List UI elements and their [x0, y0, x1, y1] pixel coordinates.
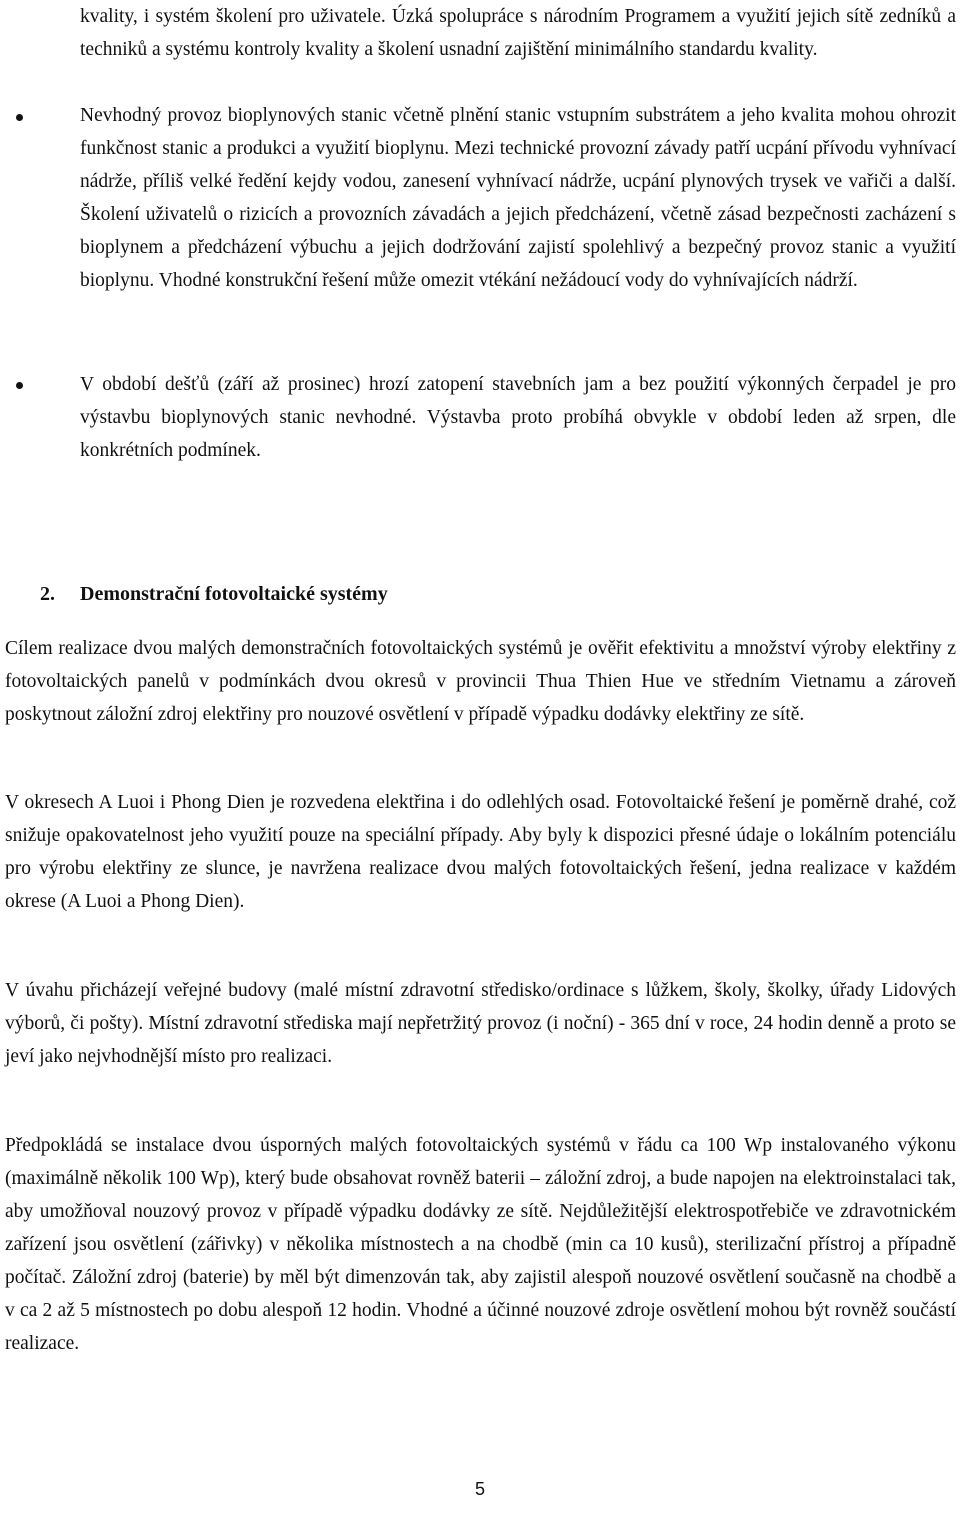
- bullet-marker: [16, 114, 23, 121]
- paragraph-4: [5, 1129, 956, 1360]
- paragraph-text: Cílem realizace dvou malých demonstračních fotovoltaických systémů je ověřit efektivitu a množství výroby elektřiny z fotovoltaických panelů v podmínkách dvou okresů v provincii Thua Thien Hue ve středním Vietnamu a zároveň poskytnout záložní zdroj elektřiny pro nouzové osvětlení v případě výpadku dodávky elektřiny ze sítě.: [5, 638, 956, 725]
- bullet-item-text: kvality, i systém školení pro uživatele. Úzká spolupráce s národním Programem a využití jejich sítě zedníků a techniků a systému kontroly kvality a školení usnadní zajištění minimálního standardu kvality.: [80, 6, 956, 60]
- section-number: 2.: [40, 583, 55, 605]
- paragraph-text: V úvahu přicházejí veřejné budovy (malé místní zdravotní středisko/ordinace s lůžkem, školy, školky, úřady Lidových výborů, či pošty). Místní zdravotní střediska mají nepřetržitý provoz (i noční) - 365 dní v roce, 24 hodin denně a proto se jeví jako nejvhodnější místo pro realizaci.: [5, 980, 956, 1067]
- paragraph-3: [5, 974, 956, 1073]
- paragraph-1: [5, 632, 956, 731]
- bullet-item-text: Nevhodný provoz bioplynových stanic včetně plnění stanic vstupním substrátem a jeho kvalita mohou ohrozit funkčnost stanic a produkci a využití bioplynu. Mezi technické provozní závady patří ucpání přívodu vyhnívací nádrže, příliš velké ředění kejdy vodou, zanesení vyhnívací nádrže, ucpání plynových trysek ve vařiči a další. Školení uživatelů o rizicích a provozních závadách a jejich předcházení, včetně zásad bezpečnosti zacházení s bioplynem a předcházení výbuchu a jejich dodržování zajistí spolehlivý a bezpečný provoz stanic a využití bioplynu. Vhodné konstrukční řešení může omezit vtékání nežádoucí vody do vyhnívajících nádrží.: [80, 105, 956, 291]
- paragraph-text: Předpokládá se instalace dvou úsporných malých fotovoltaických systémů v řádu ca 100 Wp instalovaného výkonu (maximálně několik 100 Wp), který bude obsahovat rovněž baterii – záložní zdroj, a bude napojen na elektroinstalaci tak, aby umožňoval nouzový provoz v případě výpadku dodávky ze sítě. Nejdůležitější elektrospotřebiče ve zdravotnickém zařízení jsou osvětlení (zářivky) v několika místnostech a na chodbě (min ca 10 kusů), sterilizační přístroj a případně počítač. Záložní zdroj (baterie) by měl být dimenzován tak, aby zajistil alespoň nouzové osvětlení současně na chodbě a v ca 2 až 5 místnostech po dobu alespoň 12 hodin. Vhodné a účinné nouzové zdroje osvětlení mohou být rovněž součástí realizace.: [5, 1135, 956, 1354]
- paragraph-text: V okresech A Luoi i Phong Dien je rozvedena elektřina i do odlehlých osad. Fotovoltaické řešení je poměrně drahé, což snižuje opakovatelnost jeho využití pouze na speciální případy. Aby byly k dispozici přesné údaje o lokálním potenciálu pro výrobu elektřiny ze slunce, je navržena realizace dvou malých fotovoltaických řešení, jedna realizace v každém okrese (A Luoi a Phong Dien).: [5, 792, 956, 912]
- paragraph-2: [5, 786, 956, 918]
- bullet-item-text: V období dešťů (září až prosinec) hrozí zatopení stavebních jam a bez použití výkonných čerpadel je pro výstavbu bioplynových stanic nevhodné. Výstavba proto probíhá obvykle v období leden až srpen, dle konkrétních podmínek.: [80, 374, 956, 461]
- section-title: Demonstrační fotovoltaické systémy: [80, 583, 388, 605]
- page-number: 5: [474, 1479, 485, 1499]
- section-heading: [40, 578, 388, 611]
- bullet-marker: [16, 382, 23, 389]
- bullet-item-2: [80, 99, 956, 297]
- bullet-item-1: [80, 0, 956, 66]
- bullet-item-3: [80, 368, 956, 467]
